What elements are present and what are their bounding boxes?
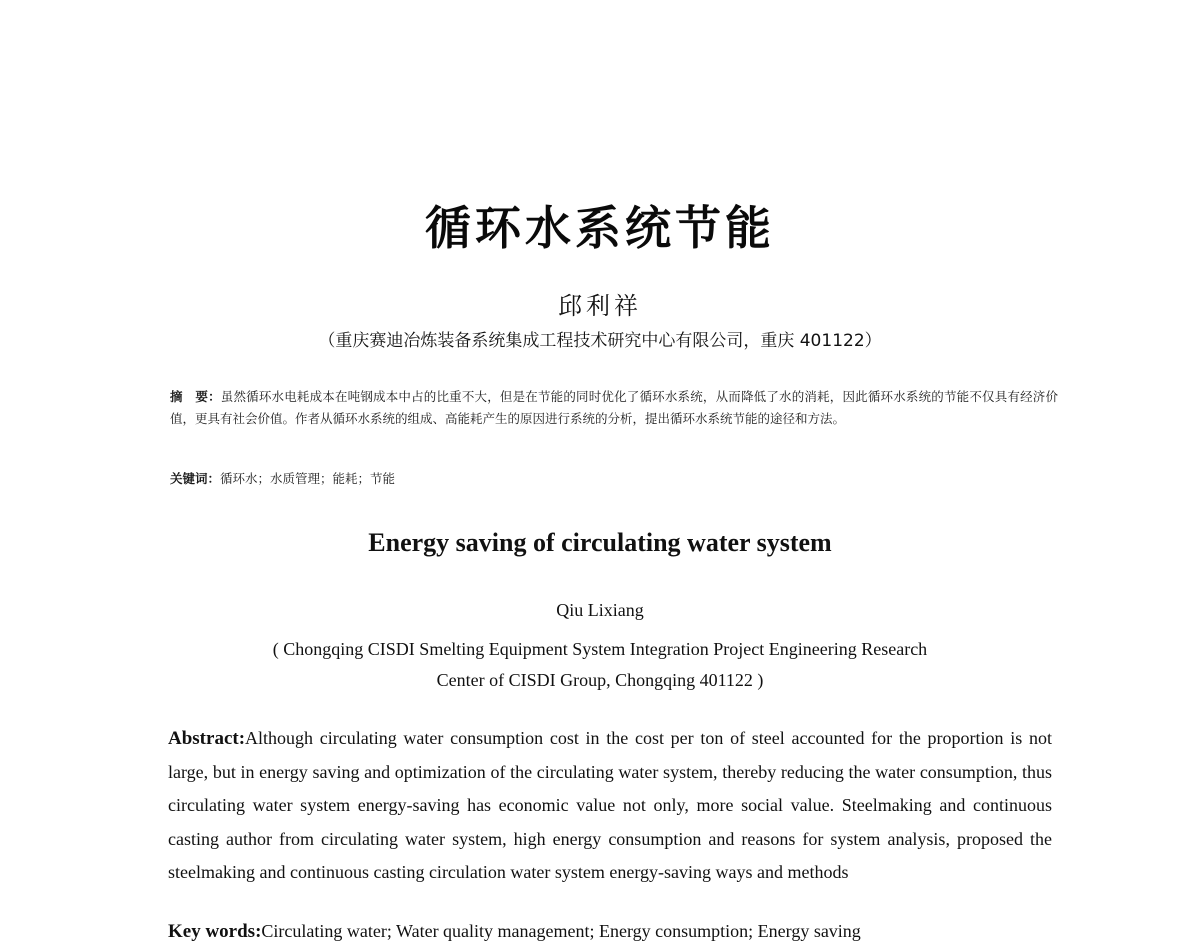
english-keywords	[168, 916, 1052, 947]
chinese-abstract-label: 摘 要：	[170, 389, 221, 404]
english-affiliation-line-2: Center of CISDI Group, Chongqing 401122 )	[436, 670, 764, 690]
english-keywords-label: Key words:	[168, 921, 262, 942]
english-affiliation	[0, 634, 1200, 696]
english-abstract-text: Although circulating water consumption cost in the cost per ton of steel accounted for the proportion is not large, but in energy saving and optimization of the circulating water system, thereby reducing the water consumption, thus circulating water system energy-saving has economic value not only, more social value. Steelmaking and continuous casting author from circulating water system, high energy consumption and reasons for system analysis, proposed the steelmaking and continuous casting circulation water system energy-saving ways and methods	[168, 728, 1052, 882]
chinese-keywords-text: 循环水；水质管理；能耗；节能	[220, 471, 396, 486]
chinese-author: 邱利祥	[558, 292, 642, 320]
english-keywords-text: Circulating water; Water quality management; Energy consumption; Energy saving	[261, 921, 861, 941]
chinese-affiliation: （重庆赛迪冶炼装备系统集成工程技术研究中心有限公司，重庆 401122）	[318, 331, 882, 351]
chinese-title: 循环水系统节能	[425, 201, 775, 255]
chinese-keywords	[170, 468, 1058, 490]
chinese-abstract	[170, 386, 1058, 430]
english-affiliation-line-1: ( Chongqing CISDI Smelting Equipment System Integration Project Engineering Research	[272, 639, 928, 659]
english-abstract	[168, 722, 1052, 890]
english-abstract-label: Abstract:	[168, 728, 246, 749]
chinese-abstract-text: 虽然循环水电耗成本在吨钢成本中占的比重不大，但是在节能的同时优化了循环水系统，从而降低了水的消耗，因此循环水系统的节能不仅具有经济价值，更具有社会价值。作者从循环水系统的组成、高能耗产生的原因进行系统的分析，提出循环水系统节能的途径和方法。	[170, 389, 1058, 426]
chinese-keywords-label: 关键词：	[170, 471, 221, 486]
english-author: Qiu Lixiang	[556, 600, 644, 620]
english-title: Energy saving of circulating water system	[368, 528, 832, 557]
